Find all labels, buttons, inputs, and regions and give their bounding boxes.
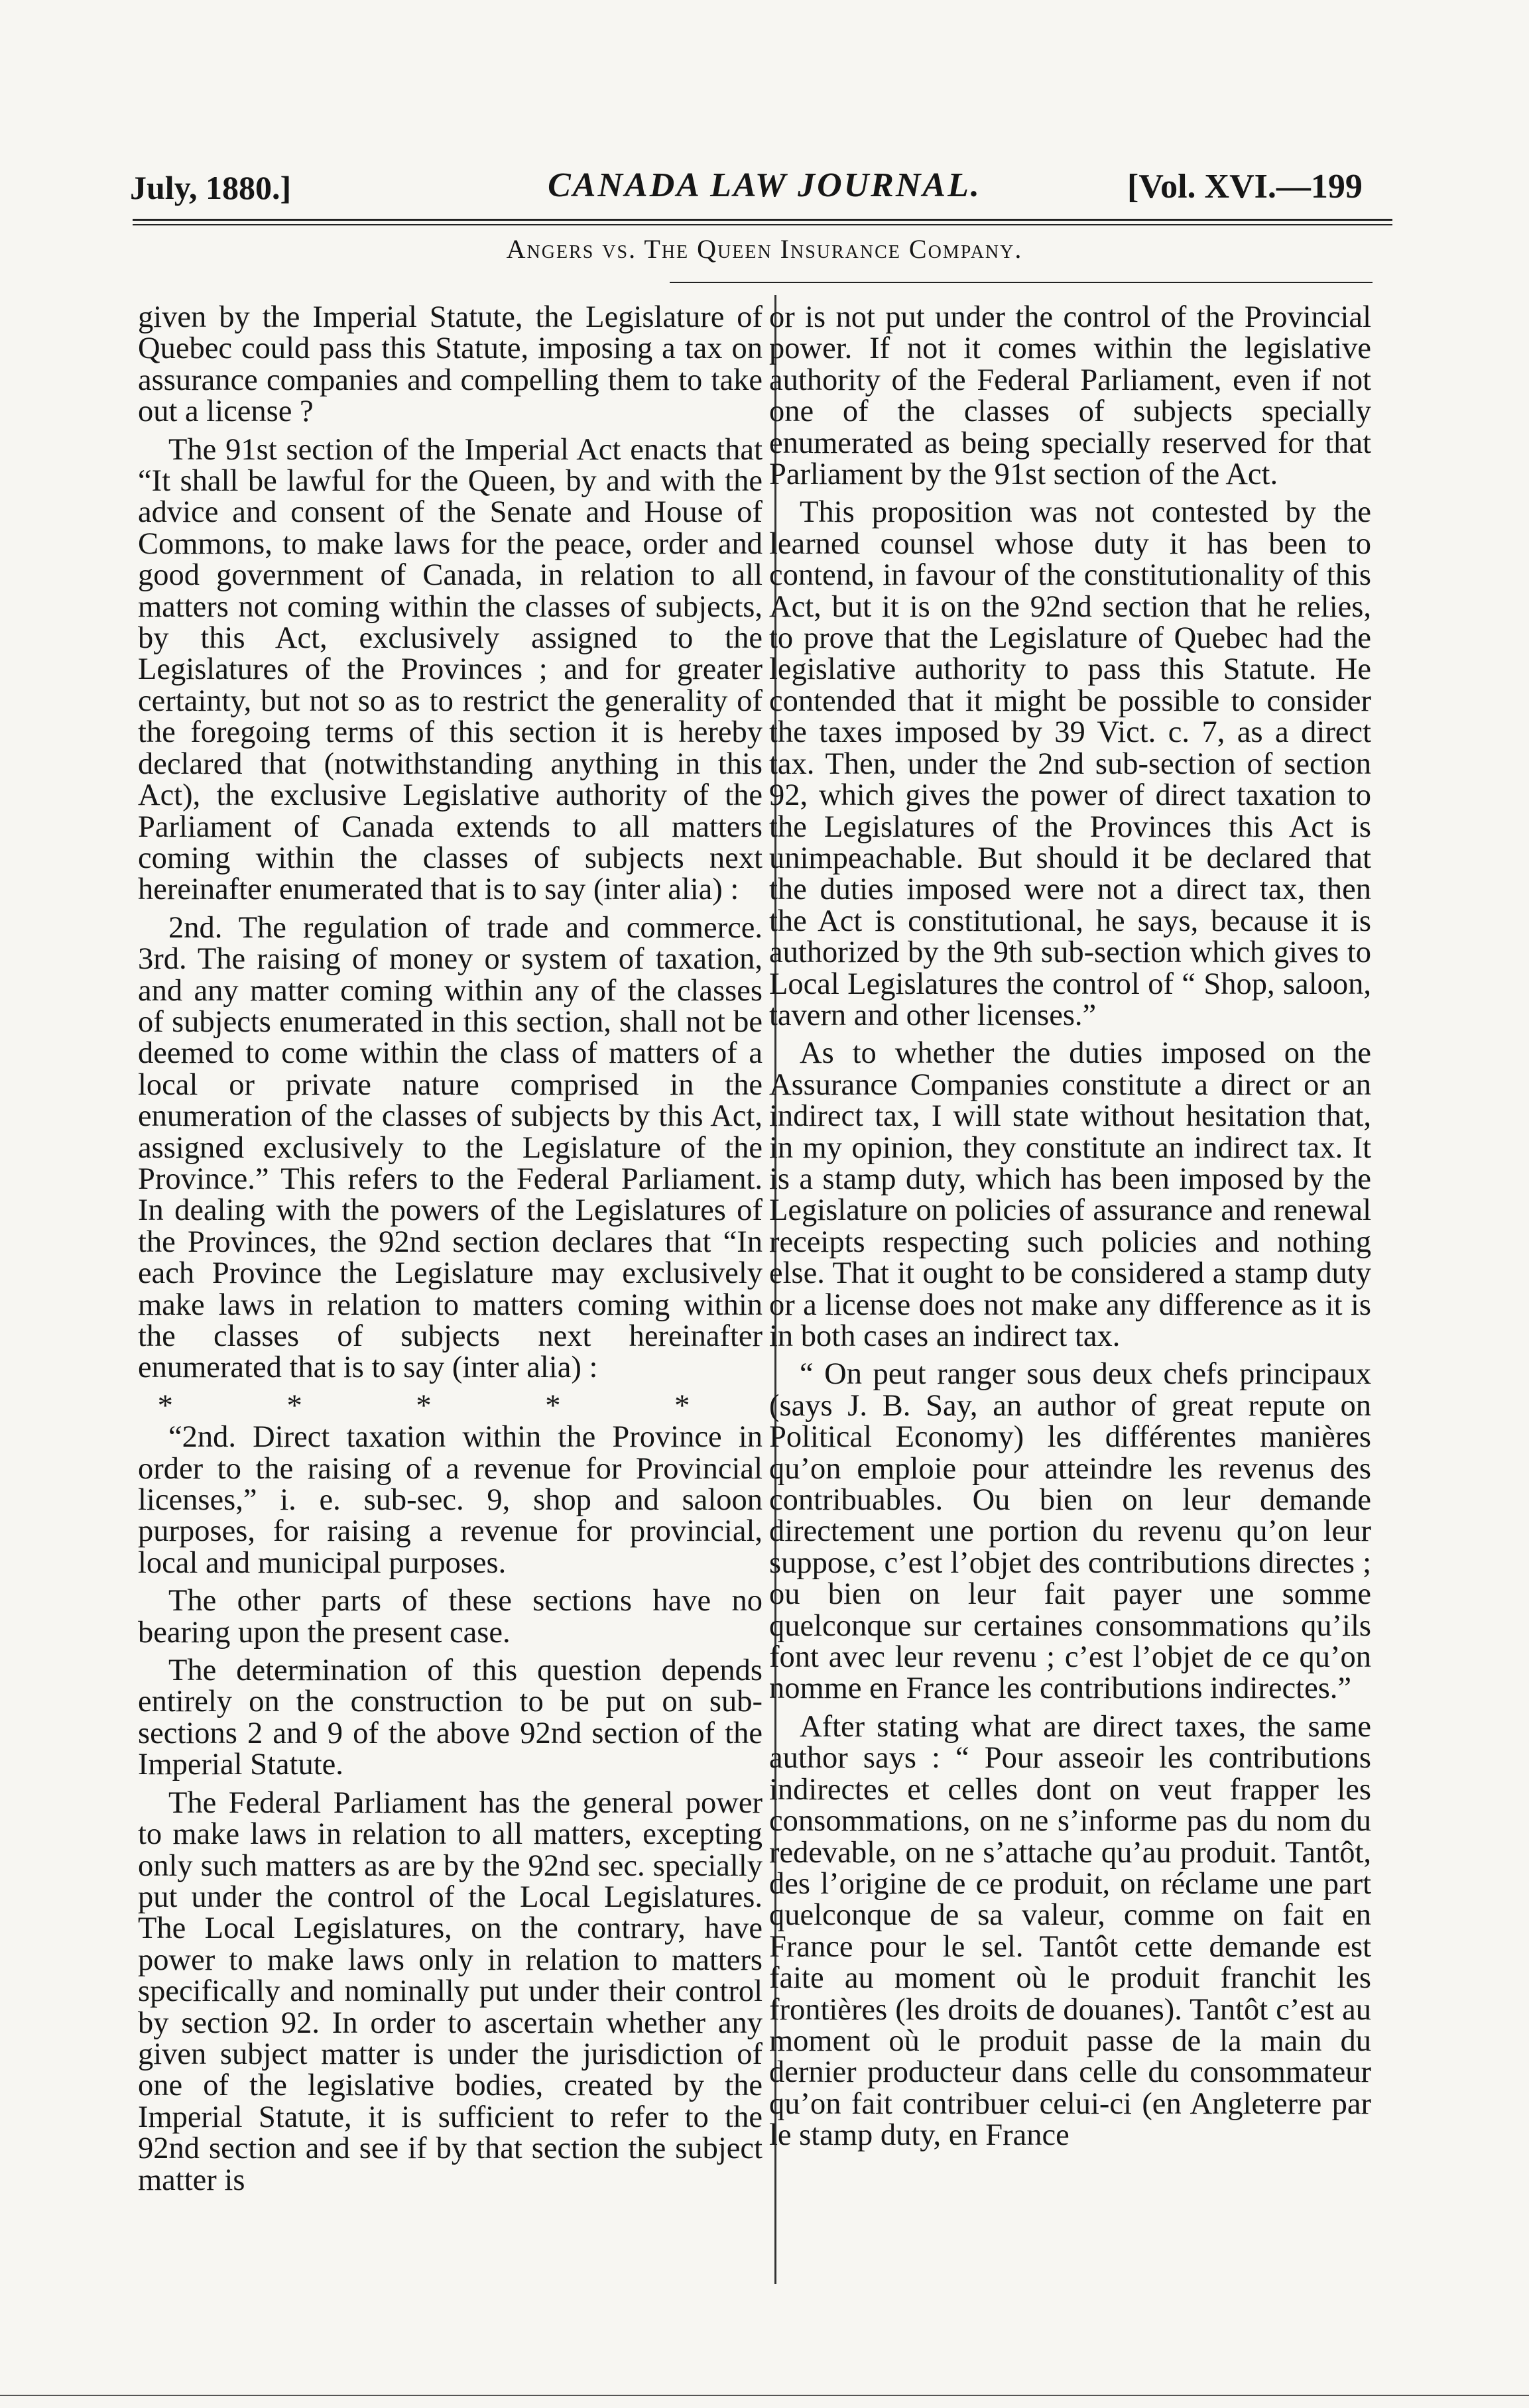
right-paragraph: As to whether the duties imposed on the Assurance Companies constitute a direct or an indirect tax, I will state without hesitation that, in my opinion, they constitute an indirect tax. It is a stamp duty, which has been imposed by the Legislature on policies of assurance and renewal receipts respecting such policies and nothing else. That it ought to be considered a stamp duty or a license does not make any difference as it is in both cases an indirect tax. [769,1036,1371,1353]
left-paragraph: given by the Imperial Statute, the Legislature of Quebec could pass this Statute, imposing a tax on assurance companies and compelling them to take out a license ? [138,300,763,429]
header-date: July, 1880.] [130,169,292,206]
left-paragraph: “2nd. Direct taxation within the Province in order to the raising of a revenue for Provincial licenses,” i. e. sub-sec. 9, shop and saloon purposes, for raising a revenue for provincial, local and municipal purposes. [138,1420,763,1580]
right-paragraph: “ On peut ranger sous deux chefs principaux (says J. B. Say, an author of great repute on Political Economy) les différentes manières qu’on emploie pour atteindre les revenus des contribuables. Ou bien on leur demande directement une portion du revenu qu’on leur suppose, c’est l’objet des contributions directes ; ou bien on leur fait payer une somme quelconque sur certaines consommations qu’ils font avec leur revenu ; c’est l’objet de ce qu’on nomme en France les contributions indirectes.” [769,1357,1371,1706]
left-paragraph: The 91st section of the Imperial Act enacts that “It shall be lawful for the Queen, by and with the advice and consent of the Senate and House of Commons, to make laws for the peace, order and good government of Canada, in relation to all matters not coming within the classes of subjects, by this Act, exclusively assigned to the Legislatures of the Provinces ; and for greater certainty, but not so as to restrict the generality of the foregoing terms of this section it is hereby declared that (notwithstanding anything in this Act), the exclusive Legislative authority of the Parliament of Canada extends to all matters coming within the classes of subjects next hereinafter enumerated that is to say (inter alia) : [138,432,763,907]
right-paragraph: This proposition was not contested by the learned counsel whose duty it has been to contend, in favour of the constitutionality of this Act, but it is on the 92nd section that he relies, to prove that the Legislature of Quebec had the legislative authority to pass this Statute. He contended that it might be possible to consider the taxes imposed by 39 Vict. c. 7, as a direct tax. Then, under the 2nd sub-section of section 92, which gives the power of direct taxation to the Legislatures of the Provinces this Act is unimpeachable. But should it be declared that the duties imposed were not a direct tax, then the Act is constitutional, he says, because it is authorized by the 9th sub-section which gives to Local Legislatures the control of “ Shop, saloon, tavern and other licenses.” [769,495,1371,1032]
left-column [138,302,763,2202]
left-paragraph: The other parts of these sections have no bearing upon the present case. [138,1584,763,1650]
journal-title: CANADA LAW JOURNAL. [548,166,981,204]
right-paragraph: or is not put under the control of the Provincial power. If not it comes within the legislative authority of the Federal Parliament, even if not one of the classes of subjects specially enumerated as being specially reserved for that Parliament by the 91st section of the Act. [769,300,1371,492]
right-column [769,302,1371,2158]
section-stars: * * * * * [157,1388,743,1423]
header-rule-bottom [133,224,1392,225]
left-paragraph: The Federal Parliament has the general power to make laws in relation to all matters, excepting only such matters as are by the 92nd sec. specially put under the control of the Local Legislatures. The Local Legislatures, on the contrary, have power to make laws only in relation to matters specifically and nominally put under their control by section 92. In order to ascertain whether any given subject matter is under the jurisdiction of one of the legislative bodies, created by the Imperial Statute, it is sufficient to refer to the 92nd section and see if by that section the subject matter is [138,1785,763,2197]
right-paragraph: After stating what are direct taxes, the same author says : “ Pour asseoir les contributions indirectes et celles dont on veut frapper les consommations, on ne s’informe pas du nom du redevable, on ne s’attache qu’au produit. Tantôt, des l’origine de ce produit, on réclame une part quelconque de sa valeur, comme on fait en France pour le sel. Tantôt cette demande est faite au moment où le produit franchit les frontières (les droits de douanes). Tantôt c’est au moment où le produit passe de la main du dernier producteur dans celle du consommateur qu’on fait contribuer celui-ci (en Angleterre par le stamp duty, en France [769,1709,1371,2153]
left-paragraph: The determination of this question depends entirely on the construction to be put on sub-sections 2 and 9 of the above 92nd section of the Imperial Statute. [138,1654,763,1782]
case-title: Angers vs. The Queen Insurance Company. [506,234,1023,264]
volume-page: [Vol. XVI.—199 [1127,168,1363,206]
left-paragraph: 2nd. The regulation of trade and commerce. 3rd. The raising of money or system of taxation, and any matter coming within any of the classes of subjects enumerated in this section, shall not be deemed to come within the class of matters of a local or private nature comprised in the enumeration of the classes of subjects by this Act, assigned exclusively to the Legislature of the Province.” This refers to the Federal Parliament. In dealing with the powers of the Legislatures of the Provinces, the 92nd section declares that “In each Province the Legislature may exclusively make laws in relation to matters coming within the classes of subjects next hereinafter enumerated that is to say (inter alia) : [138,910,763,1385]
header-rule-top [133,219,1392,221]
case-rule [670,282,1373,283]
footer-rule [0,2395,1529,2396]
